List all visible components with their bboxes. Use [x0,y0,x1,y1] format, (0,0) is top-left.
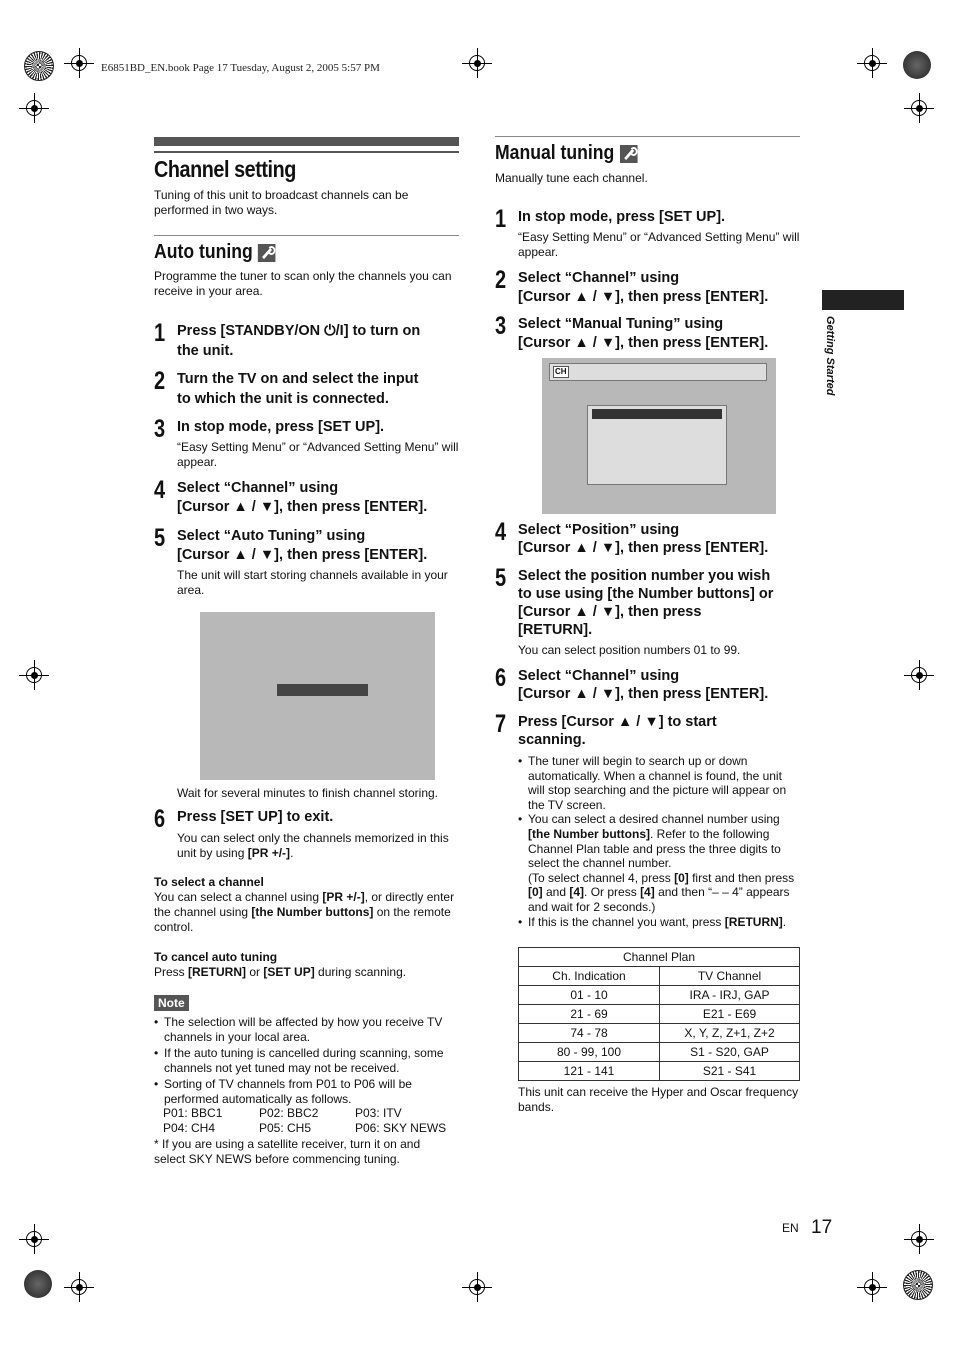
crosshair-icon [19,1224,49,1254]
wrench-icon [620,145,638,163]
step-text: the unit. [177,343,234,359]
step-number: 4 [154,476,166,504]
note-item: • If the auto tuning is cancelled during scanning, some channels not yet tuned may not be received. [154,1046,459,1077]
crosshair-icon [904,1224,934,1254]
section-bar [154,137,459,146]
page-number: 17 [811,1217,833,1238]
auto-tuning-title: Auto tuning [154,241,253,263]
auto-tuning-heading [154,241,276,264]
step-text: In stop mode, press [SET UP]. [177,419,385,435]
page-title: Channel setting [154,156,296,182]
table-row: 121 - 141 S21 - S41 [519,1062,800,1081]
step-text: Select “Channel” using [518,270,680,286]
menu-highlight [592,409,722,419]
step-text: [Cursor ▲ / ▼], then press [ENTER]. [177,547,428,563]
crosshair-icon [857,1272,887,1302]
step-text: Press [SET UP] to exit. [177,809,334,825]
step-text: Press [STANDBY/ON ⏻/I] to turn on [177,323,421,339]
crosshair-icon [904,660,934,690]
table-row: 01 - 10 IRA - IRJ, GAP [519,986,800,1005]
manual-intro-text: Manually tune each channel. [495,171,648,185]
satellite-note: * If you are using a satellite receiver, turn it on and select SKY NEWS before commencing tuning. [154,1137,421,1166]
step-number: 3 [495,312,507,340]
section-rule [154,151,459,153]
step-number: 7 [495,710,507,738]
step-text: scanning. [518,732,586,748]
step-number: 1 [495,205,507,233]
divider [154,235,459,236]
auto-tuning-screen [200,612,435,780]
registration-dot-icon [24,1270,52,1298]
note-list [154,1015,459,1107]
step-text: [Cursor ▲ / ▼], then press [518,604,702,620]
step-number: 1 [154,319,166,347]
crosshair-icon [904,93,934,123]
table-row: 74 - 78 X, Y, Z, Z+1, Z+2 [519,1024,800,1043]
step-subtext: “Easy Setting Menu” or “Advanced Setting Menu” will appear. [518,230,800,259]
screen-caption: Wait for several minutes to finish channel storing. [177,786,439,800]
table-header: Ch. Indication [519,967,660,986]
step-text: In stop mode, press [SET UP]. [518,209,726,225]
note-item: • The selection will be affected by how you receive TV channels in your local area. [154,1015,459,1046]
crosshair-icon [462,48,492,78]
step-text: Select “Channel” using [518,668,680,684]
crosshair-icon [64,1272,94,1302]
table-row: 80 - 99, 100 S1 - S20, GAP [519,1043,800,1062]
step-text: [Cursor ▲ / ▼], then press [ENTER]. [518,686,769,702]
step-text: [Cursor ▲ / ▼], then press [ENTER]. [518,335,769,351]
step-text: Select “Channel” using [177,480,339,496]
cancel-tuning-title: To cancel auto tuning [154,950,278,964]
registration-dot-icon [903,51,931,79]
scan-notes [518,754,800,929]
step-subtext: You can select position numbers 01 to 99. [518,643,741,657]
select-channel-block: To select a channel You can select a channel using [PR +/-], or directly enter the channel using [the Number buttons] on the remote control. [154,875,455,934]
step-text: [Cursor ▲ / ▼], then press [ENTER]. [518,289,769,305]
note-label: Note [154,995,189,1011]
manual-tuning-heading [495,142,637,165]
table-title: Channel Plan [519,948,800,967]
divider [495,136,800,137]
progress-bar [277,684,368,696]
step-text: Select the position number you wish [518,568,771,584]
footer-lang: EN [782,1221,799,1235]
scan-note-item: • The tuner will begin to search up or down automatically. When a channel is found, the unit will stop searching and the picture will appear on the TV screen. [518,754,800,812]
step-text: [Cursor ▲ / ▼], then press [ENTER]. [518,540,769,556]
step-number: 2 [154,367,166,395]
select-channel-title: To select a channel [154,875,264,889]
step-text: Press [Cursor ▲ / ▼] to start [518,714,717,730]
manual-tuning-screen [542,358,776,514]
step-text: Select “Position” using [518,522,680,538]
side-tab-bar [822,290,904,310]
step-text: [RETURN]. [518,622,593,638]
step-subtext: “Easy Setting Menu” or “Advanced Setting Menu” will appear. [177,440,459,469]
step-subtext: You can select only the channels memorized in this unit by using [PR +/-]. [177,831,449,860]
menu-panel [587,405,727,485]
crosshair-icon [19,660,49,690]
step-text: [Cursor ▲ / ▼], then press [ENTER]. [177,499,428,515]
cancel-tuning-block: To cancel auto tuning Press [RETURN] or [SET UP] during scanning. [154,950,407,979]
step-text: Select “Manual Tuning” using [518,316,724,332]
manual-tuning-title: Manual tuning [495,142,615,164]
step-number: 3 [154,415,166,443]
step-number: 5 [495,564,507,592]
crosshair-icon [64,48,94,78]
crosshair-icon [19,93,49,123]
preset-grid: P01: BBC1 P02: BBC2 P03: ITV P04: CH4 P05: CH5 P06: SKY NEWS [163,1106,447,1135]
screen-title-bar [549,363,767,381]
auto-intro-text: Programme the tuner to scan only the channels you can receive in your area. [154,269,452,298]
step-number: 4 [495,518,507,546]
step-number: 6 [154,805,166,833]
channel-icon: CH [555,367,567,376]
wrench-icon [258,244,276,262]
table-row: 21 - 69 E21 - E69 [519,1005,800,1024]
step-text: Select “Auto Tuning” using [177,528,366,544]
channel-plan-table [518,947,800,1081]
table-note: This unit can receive the Hyper and Oscar frequency bands. [518,1085,799,1114]
step-number: 5 [154,524,166,552]
scan-note-item: • You can select a desired channel number using [the Number buttons]. Refer to the following Channel Plan table and press the three digits to select the channel number. (To select channel 4, press [0] first and then press [0] and [4]. Or press [4] and then “– – 4” appears and wait for 2 seconds.) [518,812,800,914]
registration-starburst-icon [903,1270,933,1300]
file-header: E6851BD_EN.book Page 17 Tuesday, August 2, 2005 5:57 PM [101,62,380,74]
registration-starburst-icon [24,51,54,81]
crosshair-icon [857,48,887,78]
crosshair-icon [462,1272,492,1302]
intro-text: Tuning of this unit to broadcast channels can be performed in two ways. [154,188,409,217]
table-header: TV Channel [660,967,800,986]
step-subtext: The unit will start storing channels available in your area. [177,568,448,597]
scan-note-item: • If this is the channel you want, press [RETURN]. [518,915,800,930]
note-item: • Sorting of TV channels from P01 to P06 will be performed automatically as follows. [154,1077,459,1108]
side-tab-label: Getting Started [824,316,836,396]
step-text: to use using [the Number buttons] or [518,586,774,602]
step-text: to which the unit is connected. [177,391,389,407]
step-number: 2 [495,266,507,294]
step-number: 6 [495,664,507,692]
step-text: Turn the TV on and select the input [177,371,419,387]
